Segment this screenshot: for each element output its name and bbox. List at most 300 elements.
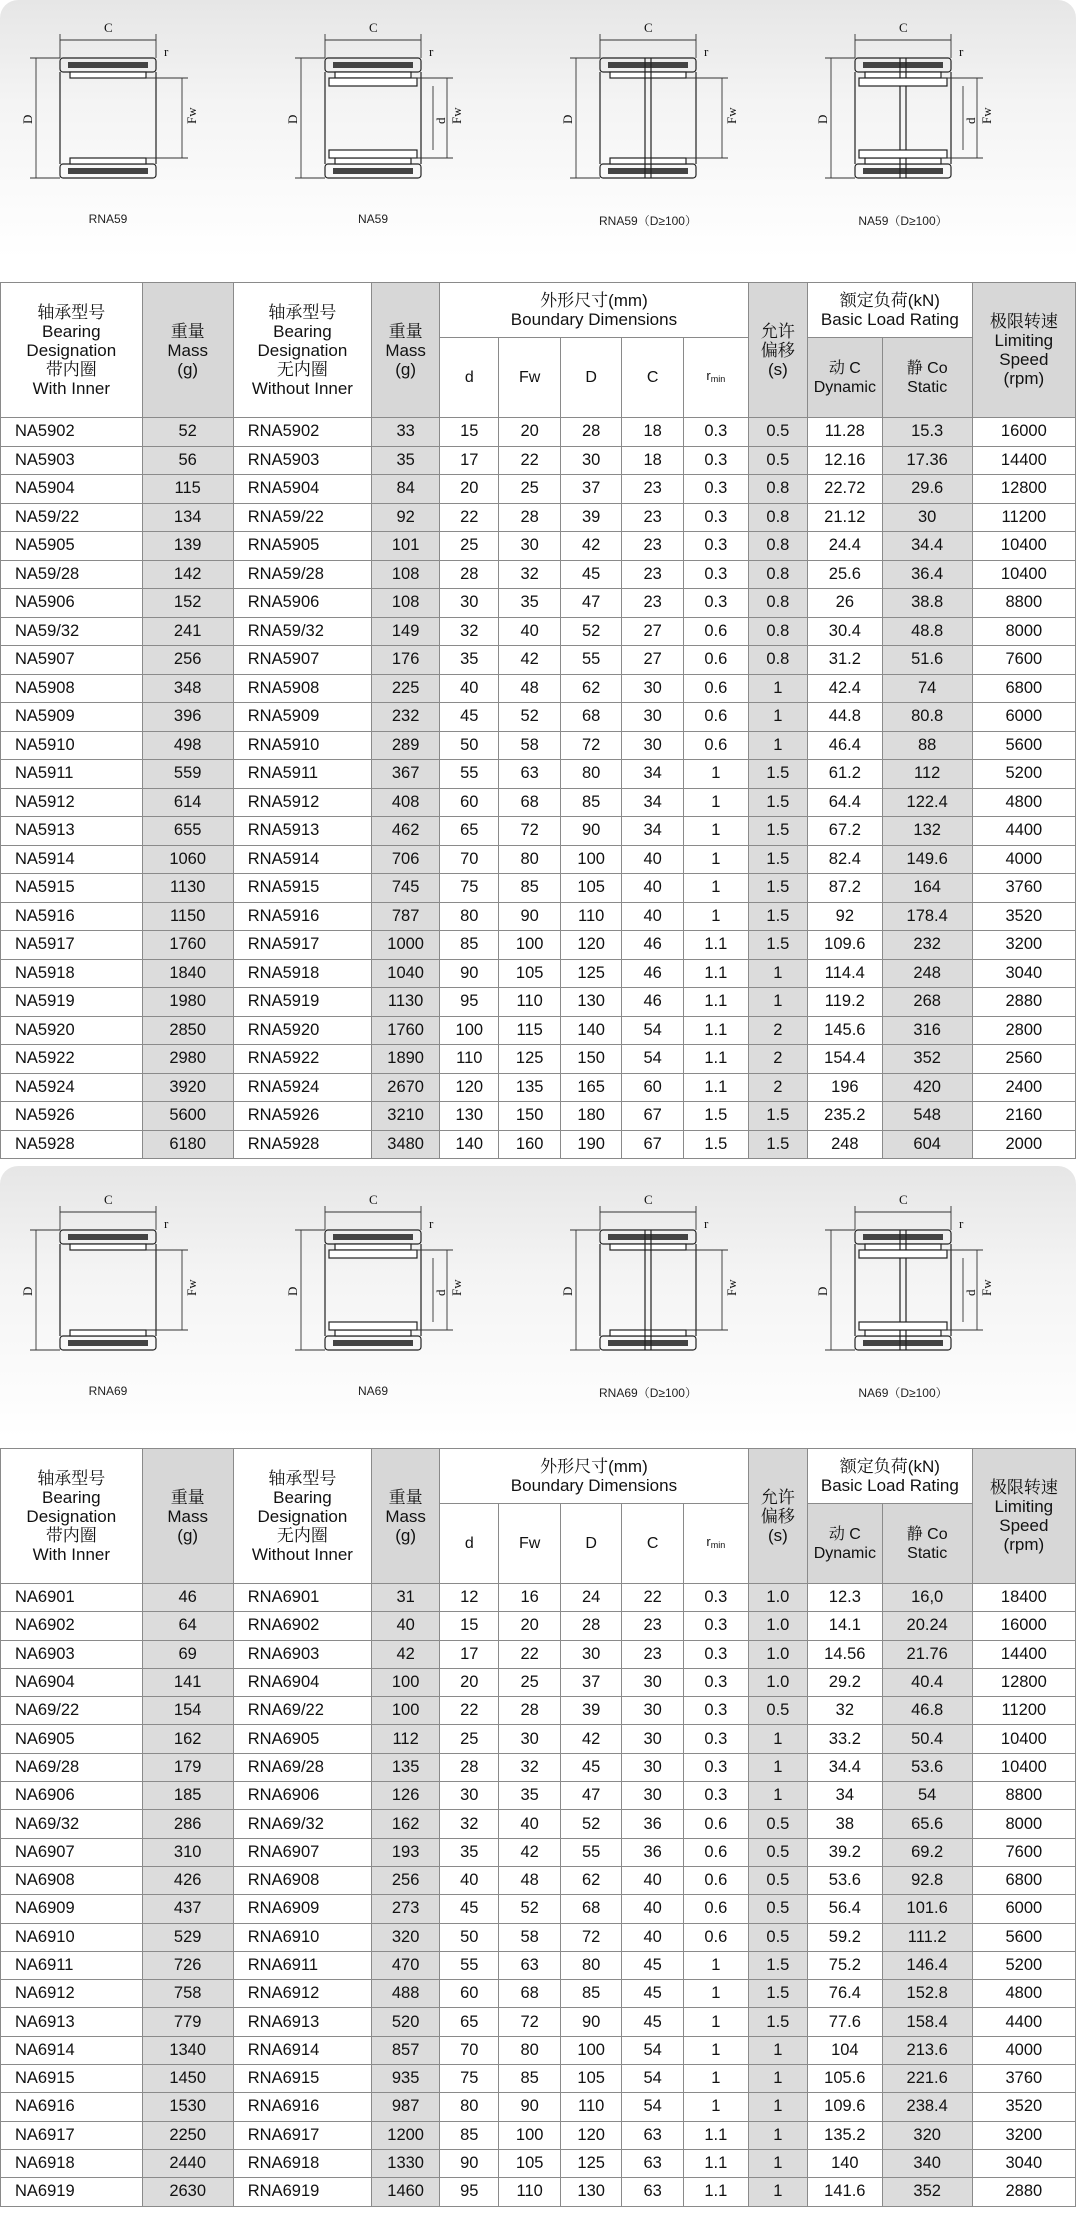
- table-cell: 559: [142, 760, 233, 789]
- dim-label-outer-d: D: [815, 1286, 830, 1296]
- table-cell: 2: [748, 1073, 807, 1102]
- table-cell: 0.3: [683, 589, 748, 618]
- table-cell: 51.6: [882, 646, 972, 675]
- table-cell: 238.4: [882, 2093, 972, 2121]
- table-row: [1, 560, 1076, 589]
- table-row: [1, 1753, 1076, 1781]
- table-cell: 32: [440, 1810, 499, 1838]
- table-cell: 0.5: [748, 1895, 807, 1923]
- header-width-c: C: [622, 1504, 683, 1584]
- dim-label-bore-d: d: [963, 117, 978, 124]
- header-width-c: C: [622, 338, 683, 418]
- table-cell: 11.28: [808, 418, 883, 447]
- table-cell: 2560: [972, 1045, 1075, 1074]
- dim-label-fw: Fw: [184, 107, 199, 124]
- table-cell: NA69/28: [1, 1753, 143, 1781]
- table-row: [1, 1668, 1076, 1696]
- header-mass-without-inner-line: (g): [395, 1525, 417, 1545]
- table-cell: 1.0: [748, 1668, 807, 1696]
- table-cell: 80: [499, 845, 560, 874]
- table-cell: 28: [499, 503, 560, 532]
- table-cell: 54: [622, 2093, 683, 2121]
- table-cell: RNA6914: [233, 2036, 371, 2064]
- header-boundary-dimensions-line: Boundary Dimensions: [510, 310, 678, 329]
- table-cell: 1.1: [683, 2149, 748, 2177]
- table-row: [1, 1016, 1076, 1045]
- table-row: [1, 760, 1076, 789]
- dim-label-outer-d: D: [815, 114, 830, 124]
- header-boundary-dimensions-line: Boundary Dimensions: [510, 1476, 678, 1495]
- table-cell: 54: [622, 1045, 683, 1074]
- table-cell: 34.4: [808, 1753, 883, 1781]
- header-boundary-dimensions: [440, 283, 749, 338]
- table-cell: 0.5: [748, 418, 807, 447]
- table-cell: 857: [372, 2036, 440, 2064]
- table-cell: 46.4: [808, 731, 883, 760]
- table-cell: 154.4: [808, 1045, 883, 1074]
- table-cell: 4400: [972, 2008, 1075, 2036]
- table-cell: 15: [440, 1612, 499, 1640]
- header-allowable-shift-line: 允许: [760, 1487, 795, 1507]
- table-row: [1, 931, 1076, 960]
- table-cell: 55: [440, 1951, 499, 1979]
- table-cell: RNA6901: [233, 1584, 371, 1612]
- table-cell: NA6912: [1, 1980, 143, 2008]
- table-cell: 352: [882, 2178, 972, 2206]
- table-cell: 2850: [142, 1016, 233, 1045]
- table-cell: 45: [622, 1980, 683, 2008]
- table-cell: NA5917: [1, 931, 143, 960]
- table-cell: 85: [560, 788, 621, 817]
- table-cell: 85: [440, 2121, 499, 2149]
- header-allowable-shift: [748, 1449, 807, 1584]
- table-cell: NA5912: [1, 788, 143, 817]
- table-cell: NA6914: [1, 2036, 143, 2064]
- table-cell: 45: [622, 1951, 683, 1979]
- table-cell: NA6915: [1, 2065, 143, 2093]
- table-cell: 120: [560, 2121, 621, 2149]
- table-cell: 63: [622, 2178, 683, 2206]
- table-cell: NA5905: [1, 532, 143, 561]
- table-cell: 179: [142, 1753, 233, 1781]
- table-cell: RNA6918: [233, 2149, 371, 2177]
- table-row: [1, 503, 1076, 532]
- header-limiting-speed-line: Speed: [999, 350, 1049, 369]
- table-cell: 340: [882, 2149, 972, 2177]
- table-cell: 55: [560, 646, 621, 675]
- table-cell: 6000: [972, 1895, 1075, 1923]
- table-cell: 158.4: [882, 2008, 972, 2036]
- width-label-c: C: [644, 20, 653, 35]
- table-cell: 140: [440, 1130, 499, 1159]
- table-cell: 548: [882, 1102, 972, 1131]
- table-cell: 58: [499, 731, 560, 760]
- table-cell: 12800: [972, 1668, 1075, 1696]
- header-outer-d: D: [560, 338, 621, 418]
- table-cell: 5600: [142, 1102, 233, 1131]
- table-cell: 90: [560, 2008, 621, 2036]
- table-cell: 193: [372, 1838, 440, 1866]
- dim-label-fw: Fw: [449, 1279, 464, 1296]
- table-cell: 1130: [142, 874, 233, 903]
- table-cell: 8000: [972, 1810, 1075, 1838]
- dim-label-outer-d: D: [20, 114, 35, 124]
- table-cell: 4800: [972, 1980, 1075, 2008]
- table-cell: 45: [440, 703, 499, 732]
- table-cell: 1.1: [683, 2178, 748, 2206]
- table-cell: 2: [748, 1016, 807, 1045]
- table-cell: 164: [882, 874, 972, 903]
- table-cell: 232: [882, 931, 972, 960]
- table-cell: 70: [440, 2036, 499, 2064]
- table-cell: 101.6: [882, 1895, 972, 1923]
- table-cell: 14.56: [808, 1640, 883, 1668]
- header-basic-load-rating: [808, 1449, 973, 1504]
- table-cell: 987: [372, 2093, 440, 2121]
- table-cell: 68: [499, 788, 560, 817]
- header-rmin: [683, 338, 748, 418]
- table-row: [1, 1866, 1076, 1894]
- table-cell: 36: [622, 1838, 683, 1866]
- width-label-c: C: [369, 20, 378, 35]
- table-cell: 46: [622, 988, 683, 1017]
- header-boundary-dimensions-line: 外形尺寸(mm): [540, 1457, 648, 1476]
- table-cell: 165: [560, 1073, 621, 1102]
- table-cell: 85: [560, 1980, 621, 2008]
- table-cell: 45: [440, 1895, 499, 1923]
- table-cell: 74: [882, 674, 972, 703]
- table-cell: NA59/32: [1, 617, 143, 646]
- table-cell: 67: [622, 1102, 683, 1131]
- header-bore-d: d: [440, 1504, 499, 1584]
- table-cell: 779: [142, 2008, 233, 2036]
- table-cell: 90: [560, 817, 621, 846]
- table-cell: 84: [372, 475, 440, 504]
- table-cell: 6800: [972, 1866, 1075, 1894]
- figure-caption: NA69（D≥100）: [858, 1386, 948, 1400]
- table-cell: 0.8: [748, 589, 807, 618]
- table-cell: 758: [142, 1980, 233, 2008]
- table-cell: 0.6: [683, 1838, 748, 1866]
- table-cell: RNA5911: [233, 760, 371, 789]
- table-cell: 18: [622, 418, 683, 447]
- table-cell: 1: [683, 2008, 748, 2036]
- table-cell: 87.2: [808, 874, 883, 903]
- table-cell: 0.8: [748, 617, 807, 646]
- table-cell: 289: [372, 731, 440, 760]
- radius-label-r: r: [164, 1216, 169, 1231]
- table-cell: RNA6908: [233, 1866, 371, 1894]
- table-cell: 0.3: [683, 1697, 748, 1725]
- table-cell: 54: [622, 2036, 683, 2064]
- table-cell: 42: [560, 1725, 621, 1753]
- header-mass-without-inner-line: Mass: [385, 1506, 426, 1526]
- table-cell: RNA5926: [233, 1102, 371, 1131]
- table-row: [1, 2178, 1076, 2206]
- table-cell: 1: [748, 2036, 807, 2064]
- table-cell: 1760: [142, 931, 233, 960]
- dim-label-bore-d: d: [433, 117, 448, 124]
- table-cell: 40: [622, 874, 683, 903]
- table-cell: 0.3: [683, 532, 748, 561]
- table-cell: RNA5912: [233, 788, 371, 817]
- table-cell: 1.5: [748, 788, 807, 817]
- table-row: [1, 446, 1076, 475]
- bearing-figure-na59-1: [285, 10, 525, 215]
- header-allowable-shift-line: 允许: [760, 321, 795, 341]
- header-designation-without-inner-line: 无内圈: [276, 359, 328, 379]
- table-cell: 1: [748, 703, 807, 732]
- table-cell: 39: [560, 1697, 621, 1725]
- table-cell: RNA6919: [233, 2178, 371, 2206]
- header-boundary-dimensions: [440, 1449, 749, 1504]
- table-cell: 30: [560, 446, 621, 475]
- table-cell: 3210: [372, 1102, 440, 1131]
- table-cell: 34.4: [882, 532, 972, 561]
- table-cell: 0.3: [683, 503, 748, 532]
- table-cell: 132: [882, 817, 972, 846]
- table-cell: 1060: [142, 845, 233, 874]
- table-cell: NA69/22: [1, 1697, 143, 1725]
- table-cell: 256: [372, 1866, 440, 1894]
- header-rmin-r: r: [706, 1534, 711, 1549]
- table-cell: 35: [372, 446, 440, 475]
- table-cell: NA5928: [1, 1130, 143, 1159]
- table-cell: 3920: [142, 1073, 233, 1102]
- table-cell: 40: [499, 1810, 560, 1838]
- table-cell: 17: [440, 446, 499, 475]
- table-cell: 48.8: [882, 617, 972, 646]
- table-cell: 90: [440, 959, 499, 988]
- table-cell: 1.5: [748, 817, 807, 846]
- table-cell: 50: [440, 1923, 499, 1951]
- table-cell: NA59/22: [1, 503, 143, 532]
- dim-label-outer-d: D: [285, 114, 300, 124]
- table-cell: 60: [440, 1980, 499, 2008]
- width-label-c: C: [899, 1192, 908, 1207]
- table-cell: 120: [560, 931, 621, 960]
- table-cell: RNA6910: [233, 1923, 371, 1951]
- table-cell: 34: [622, 760, 683, 789]
- table-cell: RNA5920: [233, 1016, 371, 1045]
- table-cell: 1.5: [748, 1130, 807, 1159]
- table-row: [1, 1980, 1076, 2008]
- width-label-c: C: [104, 1192, 113, 1207]
- header-designation-without-inner-line: Bearing: [273, 1487, 332, 1507]
- header-boundary-dimensions-line: 外形尺寸(mm): [540, 291, 648, 310]
- table-cell: 12: [440, 1584, 499, 1612]
- table-cell: 3760: [972, 874, 1075, 903]
- table-row: [1, 988, 1076, 1017]
- table-cell: 14.1: [808, 1612, 883, 1640]
- table-cell: 316: [882, 1016, 972, 1045]
- width-label-c: C: [899, 20, 908, 35]
- table-cell: 134: [142, 503, 233, 532]
- table-cell: NA6904: [1, 1668, 143, 1696]
- dim-label-bore-d: d: [963, 1289, 978, 1296]
- table-cell: 80: [560, 1951, 621, 1979]
- table-cell: 65: [440, 2008, 499, 2036]
- table-cell: RNA6913: [233, 2008, 371, 2036]
- dim-label-fw: Fw: [979, 107, 994, 124]
- header-limiting-speed-line: Speed: [999, 1516, 1049, 1535]
- table-cell: 149: [372, 617, 440, 646]
- table-cell: 23: [622, 1612, 683, 1640]
- table-cell: 46: [142, 1584, 233, 1612]
- table-cell: 16: [499, 1584, 560, 1612]
- table-cell: NA5926: [1, 1102, 143, 1131]
- table-cell: 48: [499, 674, 560, 703]
- table-cell: 1890: [372, 1045, 440, 1074]
- table-row: [1, 646, 1076, 675]
- table-cell: NA5914: [1, 845, 143, 874]
- table-cell: 64.4: [808, 788, 883, 817]
- table-cell: RNA6902: [233, 1612, 371, 1640]
- header-limiting-speed-line: 极限转速: [989, 312, 1058, 331]
- table-cell: NA6905: [1, 1725, 143, 1753]
- table-cell: 68: [560, 703, 621, 732]
- table-cell: 935: [372, 2065, 440, 2093]
- table-cell: 25: [440, 532, 499, 561]
- table-cell: 221.6: [882, 2065, 972, 2093]
- table-cell: 0.3: [683, 1668, 748, 1696]
- table-cell: 8000: [972, 617, 1075, 646]
- table-cell: 45: [560, 560, 621, 589]
- table-cell: 80: [499, 2036, 560, 2064]
- table-cell: 30: [440, 589, 499, 618]
- header-designation-with-inner-line: With Inner: [32, 378, 111, 398]
- table-cell: 6800: [972, 674, 1075, 703]
- table-row: [1, 617, 1076, 646]
- table-cell: RNA59/22: [233, 503, 371, 532]
- table-cell: 180: [560, 1102, 621, 1131]
- figure-caption: RNA69（D≥100）: [599, 1386, 697, 1400]
- table-cell: 10400: [972, 560, 1075, 589]
- table-cell: 52: [499, 703, 560, 732]
- table-cell: 196: [808, 1073, 883, 1102]
- table-cell: NA5916: [1, 902, 143, 931]
- table-cell: 105: [560, 2065, 621, 2093]
- table-cell: 0.8: [748, 475, 807, 504]
- header-designation-with-inner-line: Bearing: [42, 1487, 101, 1507]
- header-dynamic-load: [808, 338, 883, 418]
- table-cell: 1.1: [683, 1045, 748, 1074]
- header-limiting-speed-line: (rpm): [1003, 369, 1045, 388]
- table-cell: 5200: [972, 1951, 1075, 1979]
- table-cell: 0.6: [683, 703, 748, 732]
- header-mass-without-inner-line: 重量: [388, 1487, 423, 1507]
- table-cell: 54: [622, 2065, 683, 2093]
- table-cell: 145.6: [808, 1016, 883, 1045]
- table-cell: 115: [142, 475, 233, 504]
- table-cell: 15: [440, 418, 499, 447]
- table-cell: 1: [683, 902, 748, 931]
- table-cell: 32: [499, 1753, 560, 1781]
- table-cell: 310: [142, 1838, 233, 1866]
- table-row: [1, 731, 1076, 760]
- table-cell: 2400: [972, 1073, 1075, 1102]
- table-cell: 46.8: [882, 1697, 972, 1725]
- table-cell: 27: [622, 646, 683, 675]
- radius-label-r: r: [429, 44, 434, 59]
- table-cell: 40: [622, 1895, 683, 1923]
- table-cell: 63: [622, 2121, 683, 2149]
- table-cell: 2880: [972, 2178, 1075, 2206]
- table-cell: 1.1: [683, 988, 748, 1017]
- table-cell: 1980: [142, 988, 233, 1017]
- table-cell: 50.4: [882, 1725, 972, 1753]
- table-cell: 24.4: [808, 532, 883, 561]
- table-cell: 141.6: [808, 2178, 883, 2206]
- dim-label-fw: Fw: [724, 107, 739, 124]
- table-cell: 0.3: [683, 560, 748, 589]
- table-cell: 1000: [372, 931, 440, 960]
- table-cell: 27: [622, 617, 683, 646]
- table-cell: NA6906: [1, 1782, 143, 1810]
- table-cell: 1330: [372, 2149, 440, 2177]
- table-cell: 68: [499, 1980, 560, 2008]
- table-cell: 152.8: [882, 1980, 972, 2008]
- table-cell: 1: [683, 2036, 748, 2064]
- header-basic-load-rating-line: Basic Load Rating: [820, 310, 959, 329]
- table-cell: 80: [440, 902, 499, 931]
- header-designation-without-inner-line: 轴承型号: [268, 1468, 337, 1488]
- header-designation-with-inner-line: Bearing: [42, 321, 101, 341]
- table-cell: 38.8: [882, 589, 972, 618]
- radius-label-r: r: [429, 1216, 434, 1231]
- table-row: [1, 1810, 1076, 1838]
- header-allowable-shift-line: (s): [767, 1525, 788, 1545]
- table-cell: 28: [499, 1697, 560, 1725]
- table-cell: 1.5: [683, 1102, 748, 1131]
- table-cell: NA59/28: [1, 560, 143, 589]
- header-mass-with-inner-line: Mass: [167, 1506, 208, 1526]
- table-cell: 1.5: [748, 874, 807, 903]
- table-cell: 1.1: [683, 931, 748, 960]
- header-mass-without-inner: [372, 1449, 440, 1584]
- table-cell: 2980: [142, 1045, 233, 1074]
- table-cell: NA6902: [1, 1612, 143, 1640]
- dim-label-bore-d: d: [433, 1289, 448, 1296]
- table-cell: RNA5906: [233, 589, 371, 618]
- table-cell: 35: [499, 1782, 560, 1810]
- table-cell: 0.5: [748, 446, 807, 475]
- table-row: [1, 2065, 1076, 2093]
- header-rmin-sub: min: [710, 374, 726, 384]
- table-row: [1, 2093, 1076, 2121]
- header-mass-with-inner: [142, 1449, 233, 1584]
- header-limiting-speed-line: (rpm): [1003, 1535, 1045, 1554]
- table-cell: 42: [499, 646, 560, 675]
- table-cell: 437: [142, 1895, 233, 1923]
- table-cell: 110: [499, 988, 560, 1017]
- table-cell: 1040: [372, 959, 440, 988]
- table-cell: RNA6917: [233, 2121, 371, 2149]
- table-cell: RNA5905: [233, 532, 371, 561]
- dim-label-outer-d: D: [285, 1286, 300, 1296]
- table-cell: 32: [440, 617, 499, 646]
- figure-caption: RNA59: [88, 212, 128, 226]
- table-cell: RNA5904: [233, 475, 371, 504]
- table-cell: 248: [882, 959, 972, 988]
- table-cell: 12.3: [808, 1584, 883, 1612]
- table-cell: RNA6903: [233, 1640, 371, 1668]
- header-limiting-speed: [972, 1449, 1075, 1584]
- table-cell: 488: [372, 1980, 440, 2008]
- table-row: [1, 418, 1076, 447]
- table-cell: 23: [622, 532, 683, 561]
- header-designation-with-inner-line: 轴承型号: [37, 1468, 106, 1488]
